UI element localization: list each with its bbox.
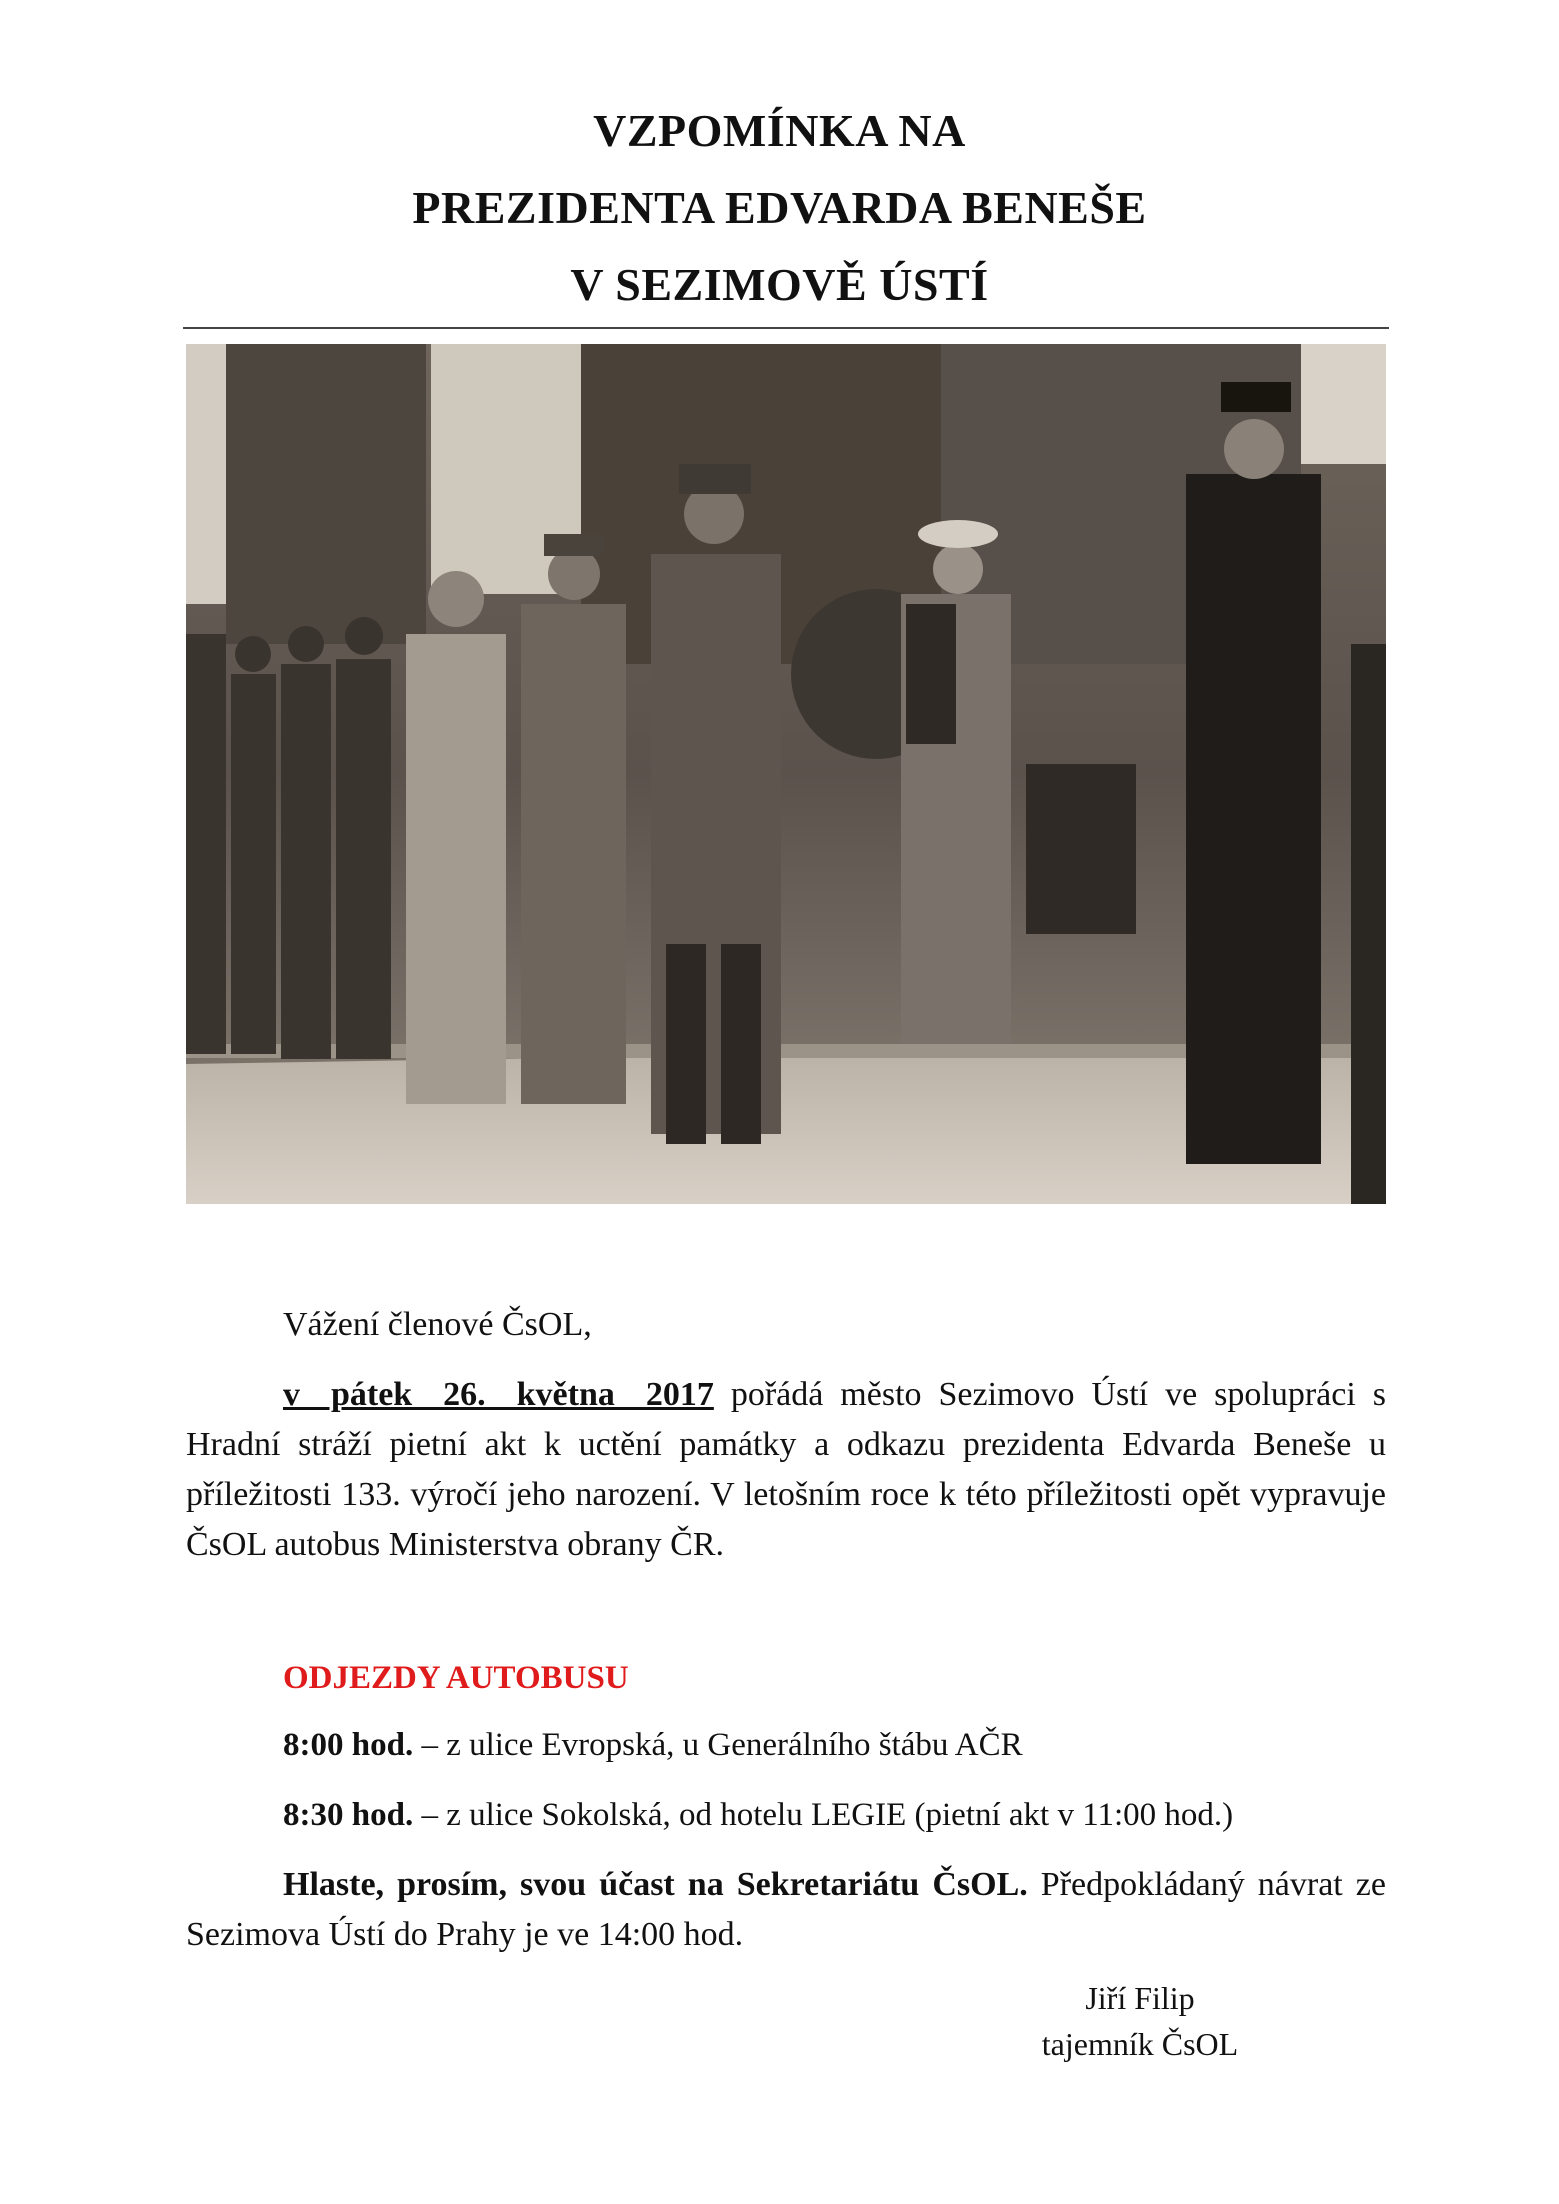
departure-time: 8:00 hod.: [283, 1727, 414, 1763]
departure-item: [283, 1797, 1233, 1834]
title-line-1: VZPOMÍNKA NA: [593, 105, 966, 156]
title-line-2: PREZIDENTA EDVARDA BENEŠE: [412, 182, 1147, 233]
departure-location: – z ulice Sokolská, od hotelu LEGIE (pietní akt v 11:00 hod.): [413, 1797, 1234, 1833]
title-divider: [183, 327, 1389, 329]
departure-time: 8:30 hod.: [283, 1797, 414, 1833]
salutation: Vážení členové ČsOL,: [283, 1306, 592, 1343]
title-line-3: V SEZIMOVĚ ÚSTÍ: [570, 259, 989, 310]
departure-item: [283, 1727, 1023, 1764]
departure-location: – z ulice Evropská, u Generálního štábu AČR: [413, 1727, 1023, 1763]
departures-heading: ODJEZDY AUTOBUSU: [283, 1660, 629, 1696]
main-paragraph-text: pořádá město Sezimovo Ústí ve spolupráci s Hradní stráží pietní akt k uctění památky a odkazu prezidenta Edvarda Beneše u příležitosti 133. výročí jeho narození. V letošním roce k této příležitosti opět vypravuje ČsOL autobus Ministerstva obrany ČR.: [186, 1376, 1386, 1563]
main-paragraph: [186, 1370, 1386, 1570]
closing-paragraph: [186, 1860, 1386, 1960]
signature-role: tajemník ČsOL: [1041, 2026, 1239, 2062]
event-date: v pátek 26. května 2017: [283, 1376, 714, 1413]
closing-paragraph-text: Předpokládaný návrat ze Sezimova Ústí do Prahy je ve 14:00 hod.: [186, 1866, 1386, 1953]
registration-request: Hlaste, prosím, svou účast na Sekretariátu ČsOL.: [283, 1866, 1028, 1903]
signature-block: [990, 1975, 1290, 2067]
historical-photo: [186, 344, 1386, 1204]
signature-name: Jiří Filip: [1085, 1980, 1195, 2016]
